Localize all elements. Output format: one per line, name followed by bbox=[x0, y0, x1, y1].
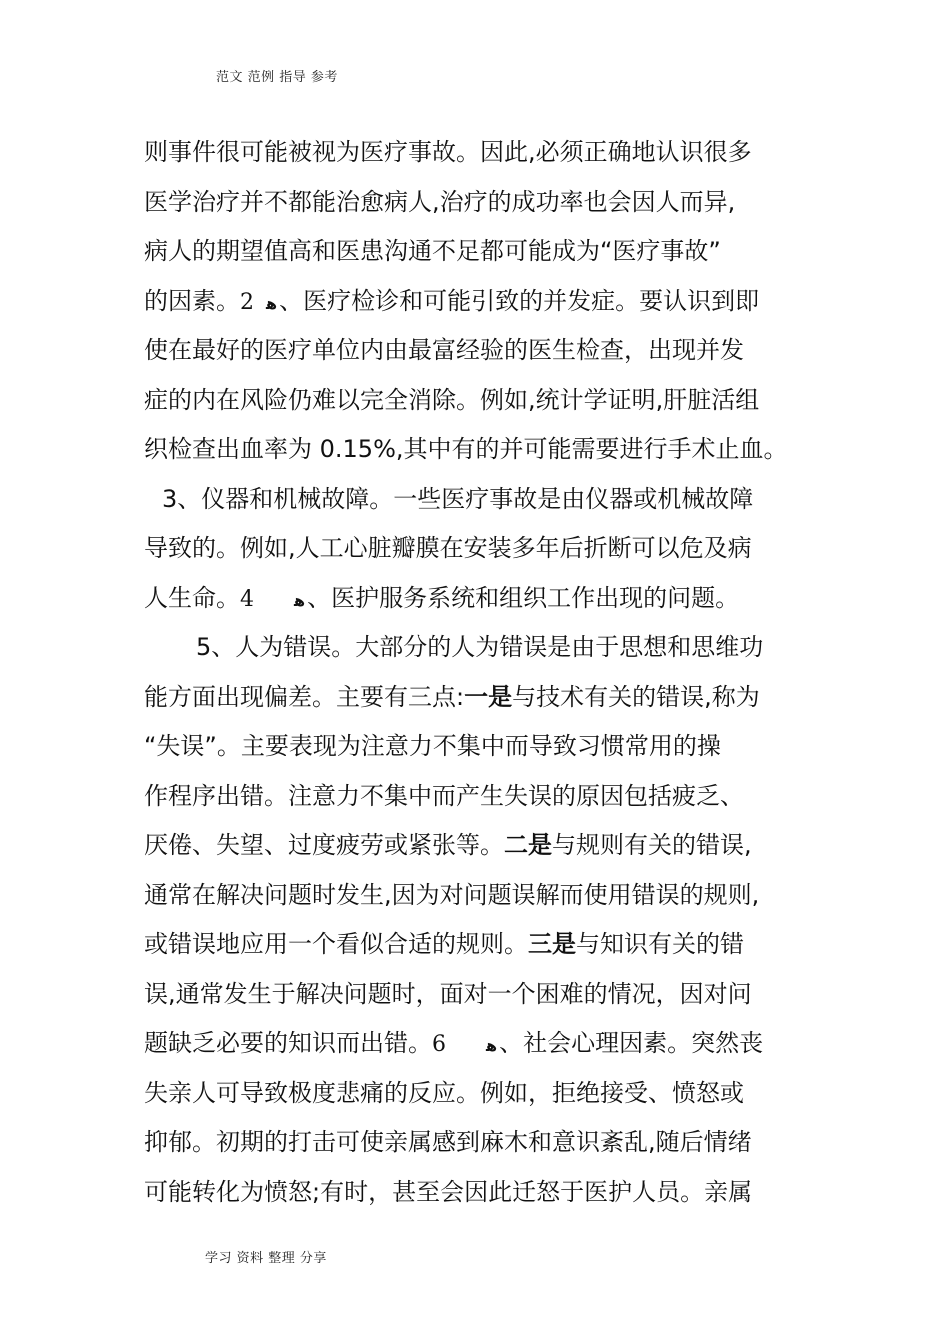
text-segment: 能方面出现偏差。主要有三点: bbox=[144, 682, 465, 711]
text-line: 抑郁。初期的打击可使亲属感到麻木和意识紊乱,随后情绪 bbox=[144, 1128, 752, 1156]
bold-text: 三是 bbox=[528, 930, 576, 958]
text-line: 则事件很可能被视为医疗事故。因此,必须正确地认识很多 bbox=[144, 138, 752, 166]
text-segment: 的因素。 bbox=[144, 286, 240, 315]
text-line: 作程序出错。注意力不集中而产生失误的原因包括疲乏、 bbox=[144, 781, 744, 810]
text-segment: 与技术有关的错误,称为 bbox=[512, 682, 760, 711]
text-line: 织检查出血率为 0.15%,其中有的并可能需要进行手术止血。 bbox=[144, 435, 788, 463]
garbled-glyph: ﻫ bbox=[486, 1036, 498, 1055]
text-line: 病人的期望值高和医患沟通不足都可能成为“医疗事故” bbox=[144, 237, 721, 265]
text-line bbox=[144, 574, 834, 624]
text-segment: 人生命。 bbox=[144, 583, 240, 612]
document-body bbox=[144, 128, 834, 1217]
text-line: 症的内在风险仍难以完全消除。例如,统计学证明,肝脏活组 bbox=[144, 385, 760, 414]
text-line: 导致的。例如,人工心脏瓣膜在安装多年后折断可以危及病 bbox=[144, 534, 752, 562]
text-line bbox=[144, 1019, 834, 1069]
text-line: “失误”。主要表现为注意力不集中而导致习惯常用的操 bbox=[144, 732, 721, 760]
text-line bbox=[144, 920, 834, 970]
text-segment: 与知识有关的错 bbox=[576, 930, 744, 958]
garbled-glyph: ﻫ bbox=[294, 590, 306, 610]
text-segment: 、社会心理因素。突然丧 bbox=[499, 1029, 764, 1057]
text-line: 通常在解决问题时发生,因为对问题误解而使用错误的规则, bbox=[144, 880, 760, 909]
text-segment: 、医疗检诊和可能引致的并发症。要认识到即 bbox=[279, 286, 760, 315]
item-number: 4 bbox=[240, 586, 254, 612]
text-line: 可能转化为愤怒;有时，甚至会因此迁怒于医护人员。亲属 bbox=[144, 1177, 753, 1206]
text-line: 3、仪器和机械故障。一些医疗事故是由仪器或机械故障 bbox=[162, 484, 754, 513]
text-line: 失亲人可导致极度悲痛的反应。例如，拒绝接受、愤怒或 bbox=[144, 1078, 744, 1107]
page-header: 范文 范例 指导 参考 bbox=[216, 70, 338, 85]
text-line: 使在最好的医疗单位内由最富经验的医生检查，出现并发 bbox=[144, 336, 744, 364]
page-footer: 学习 资料 整理 分享 bbox=[205, 1251, 327, 1266]
text-segment: 或错误地应用一个看似合适的规则。 bbox=[144, 930, 528, 958]
text-segment: 与规则有关的错误, bbox=[552, 831, 752, 859]
text-segment: 厌倦、失望、过度疲劳或紧张等。 bbox=[144, 831, 504, 859]
text-line bbox=[144, 277, 834, 327]
garbled-glyph: ﻫ bbox=[266, 293, 278, 313]
bold-text: 二是 bbox=[504, 831, 552, 859]
text-line bbox=[144, 821, 834, 871]
text-line: 5、人为错误。大部分的人为错误是由于思想和思维功 bbox=[196, 633, 764, 661]
item-number: 6 bbox=[432, 1032, 446, 1057]
text-segment: 题缺乏必要的知识而出错。 bbox=[144, 1029, 432, 1057]
bold-text: 一是 bbox=[464, 682, 513, 711]
text-segment: 、医护服务系统和组织工作出现的问题。 bbox=[307, 583, 740, 612]
item-number: 2 bbox=[240, 289, 254, 315]
text-line: 医学治疗并不都能治愈病人,治疗的成功率也会因人而异, bbox=[144, 187, 736, 216]
text-line bbox=[144, 673, 834, 723]
text-line: 误,通常发生于解决问题时，面对一个困难的情况，因对问 bbox=[144, 979, 752, 1008]
